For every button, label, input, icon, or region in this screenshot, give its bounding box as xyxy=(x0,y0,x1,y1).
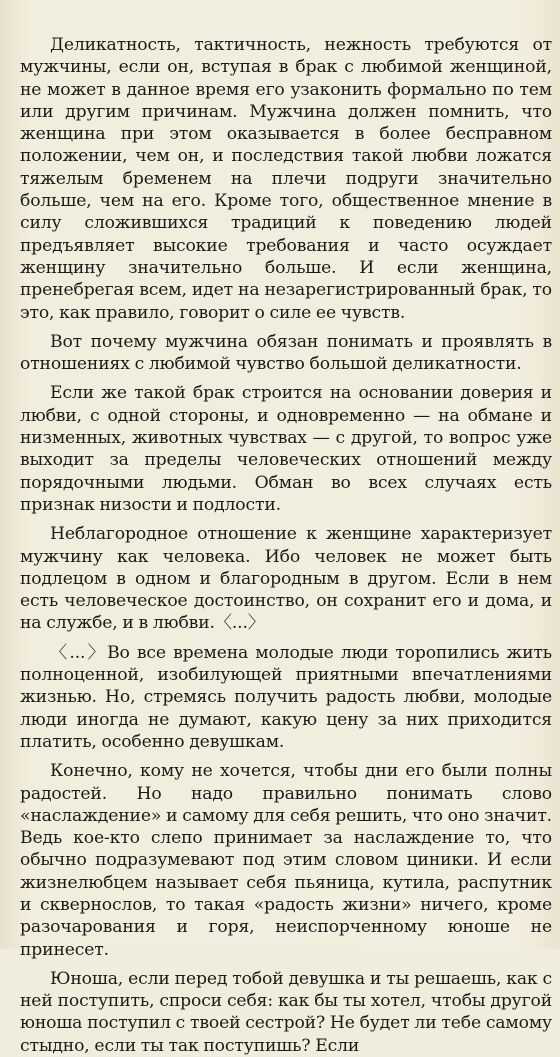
paragraph-2: Вот почему мужчина обязан понимать и проявлять в отношениях с любимой чувство большой деликатности. xyxy=(20,331,552,375)
paragraph-1: Деликатность, тактичность, нежность требуются от мужчины, если он, вступая в брак с любимой женщиной, не может в данное время его узаконить формально по тем или другим причинам. Мужчина должен помнить, что женщина при этом оказывается в более бесправном положении, чем он, и последствия такой любви ложатся тяжелым бременем на плечи подруги значительно больше, чем на его. Кроме того, общественное мнение в силу сложившихся традиций к поведению людей предъявляет высокие требования и часто осуждает женщину значительно больше. И если женщина, пренебрегая всем, идет на незарегистрированный брак, то это, как правило, говорит о силе ее чувств. xyxy=(20,35,552,323)
paragraph-5: 〈...〉Во все времена молодые люди торопились жить полноценной, изобилующей приятными впечатлениями жизнью. Но, стремясь получить радость любви, молодые люди иногда не думают, какую цену за них приходится платить, особенно девушкам. xyxy=(20,642,552,752)
paragraph-6: Конечно, кому не хочется, чтобы дни его были полны радостей. Но надо правильно понимать слово «наслаждение» и самому для себя решить, что оно значит. Ведь кое-кто слепо принимает за наслаждение то, что обычно подразумевают под этим словом циники. И если жизнелюбцем называет себя пьяница, кутила, распутник и сквернослов, то такая «радость жизни» ничего, кроме разочарования и горя, неиспорченному юноше не принесет. xyxy=(20,761,552,960)
paragraph-4: Неблагородное отношение к женщине характеризует мужчину как человека. Ибо человек не может быть подлецом в одном и благородным в другом. Если в нем есть человеческое достоинство, он сохранит его и дома, и на службе, и в любви.〈...〉 xyxy=(20,524,552,634)
paragraph-7: Юноша, если перед тобой девушка и ты решаешь, как с ней поступить, спроси себя: как бы ты хотел, чтобы другой юноша поступил с твоей сестрой? Не будет ли тебе самому стыдно, если ты так поступишь? Если xyxy=(20,968,552,1056)
paragraph-3: Если же такой брак строится на основании доверия и любви, с одной стороны, и одновременно — на обмане и низменных, животных чувствах — с другой, то вопрос уже выходит за пределы человеческих отношений между порядочными людьми. Обман во всех случаях есть признак низости и подлости. xyxy=(20,383,552,515)
